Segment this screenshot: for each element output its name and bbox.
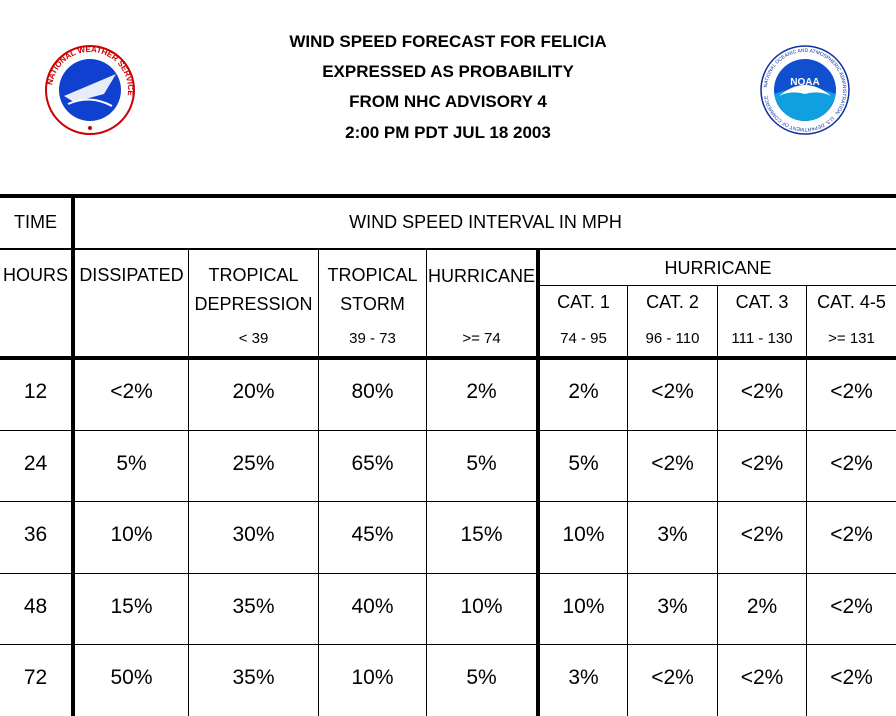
- header-ts-line1: TROPICAL: [327, 265, 418, 285]
- header-cat3: CAT. 3: [735, 292, 789, 312]
- col-divider-cat2: [717, 286, 718, 716]
- header-interval: WIND SPEED INTERVAL IN MPH: [349, 212, 622, 232]
- noaa-logo-text: [759, 44, 851, 136]
- svg-text:NATIONAL WEATHER SERVICE: [45, 45, 135, 97]
- header-cat45: CAT. 4-5: [817, 292, 886, 312]
- cell-tropical-depression: 35%: [232, 595, 275, 618]
- cell-cat3: <2%: [740, 523, 784, 546]
- noaa-logo-label: NOAA: [790, 77, 820, 88]
- cell-cat2: <2%: [651, 380, 694, 403]
- svg-text:NATIONAL OCEANIC AND ATMOSPHER: [763, 48, 847, 132]
- header-cat45-range: >= 131: [828, 330, 875, 347]
- cell-cat45: <2%: [830, 666, 873, 689]
- row-divider-3: [0, 573, 896, 574]
- cell-cat2: 3%: [657, 523, 688, 546]
- header-hurricane: HURRICANE: [427, 266, 535, 286]
- header-cat2: CAT. 2: [646, 292, 699, 312]
- cell-cat45: <2%: [830, 523, 873, 546]
- cell-cat1: 10%: [562, 595, 605, 618]
- header-td-line1: TROPICAL: [208, 265, 299, 285]
- cell-cat1: 10%: [562, 523, 605, 546]
- cell-tropical-storm: 80%: [351, 380, 394, 403]
- cell-hours: 24: [23, 452, 48, 475]
- cell-hurricane: 2%: [466, 380, 497, 403]
- cell-tropical-storm: 45%: [351, 523, 394, 546]
- cell-tropical-depression: 25%: [232, 452, 275, 475]
- cell-hours: 12: [23, 380, 48, 403]
- cell-cat45: <2%: [830, 595, 873, 618]
- cell-hurricane: 5%: [466, 666, 497, 689]
- cell-cat1: 3%: [568, 666, 599, 689]
- cell-tropical-depression: 20%: [232, 380, 275, 403]
- title-line-2: EXPRESSED AS PROBABILITY: [322, 62, 574, 81]
- col-divider-cat3: [806, 286, 807, 716]
- cell-hurricane: 15%: [460, 523, 503, 546]
- cell-dissipated: <2%: [110, 380, 153, 403]
- table-top-border: [0, 194, 896, 198]
- header-cat3-range: 111 - 130: [731, 330, 793, 347]
- header-td-line2: DEPRESSION: [194, 294, 313, 314]
- title-line-1: WIND SPEED FORECAST FOR FELICIA: [289, 32, 607, 51]
- header-time: TIME: [14, 212, 57, 232]
- header-ts-range: 39 - 73: [349, 330, 396, 347]
- cell-cat2: <2%: [651, 452, 694, 475]
- cell-hurricane: 10%: [460, 595, 503, 618]
- cell-tropical-storm: 40%: [351, 595, 394, 618]
- header-hurricane-range: >= 74: [462, 330, 501, 347]
- cell-cat45: <2%: [830, 452, 873, 475]
- header-ts-line2: STORM: [340, 294, 405, 314]
- header-bottom-border: [0, 356, 896, 360]
- title-line-4: 2:00 PM PDT JUL 18 2003: [345, 123, 551, 142]
- cell-tropical-depression: 35%: [232, 666, 275, 689]
- cell-hurricane: 5%: [466, 452, 497, 475]
- nws-logo-ring-text: NATIONAL WEATHER SERVICE: [45, 44, 136, 97]
- cell-hours: 72: [23, 666, 48, 689]
- cell-dissipated: 10%: [110, 523, 153, 546]
- cell-dissipated: 50%: [110, 666, 153, 689]
- title-line-3: FROM NHC ADVISORY 4: [349, 92, 547, 111]
- cell-hours: 36: [23, 523, 48, 546]
- cell-cat3: <2%: [740, 452, 784, 475]
- cell-dissipated: 15%: [110, 595, 153, 618]
- cell-tropical-storm: 65%: [351, 452, 394, 475]
- cell-cat2: <2%: [651, 666, 694, 689]
- nws-logo-text: [44, 44, 136, 136]
- header-cat1: CAT. 1: [557, 292, 610, 312]
- cell-hours: 48: [23, 595, 48, 618]
- cell-tropical-storm: 10%: [351, 666, 394, 689]
- header-divider: [0, 248, 896, 250]
- col-divider-dissipated: [188, 249, 189, 716]
- header-hurricane-group: HURRICANE: [664, 258, 772, 278]
- noaa-logo-ring-text: NATIONAL OCEANIC AND ATMOSPHERIC ADMINISTRATION · U.S. DEPARTMENT OF COMMERCE: [763, 47, 848, 133]
- cell-cat1: 5%: [568, 452, 599, 475]
- cell-cat1: 2%: [568, 380, 599, 403]
- cell-cat45: <2%: [830, 380, 873, 403]
- header-cat1-range: 74 - 95: [560, 330, 607, 347]
- header-td-range: < 39: [238, 330, 269, 347]
- cell-cat3: <2%: [740, 380, 784, 403]
- cell-cat2: 3%: [657, 595, 688, 618]
- header-dissipated: DISSIPATED: [79, 265, 184, 285]
- cell-dissipated: 5%: [116, 452, 147, 475]
- col-divider-ts: [426, 249, 427, 716]
- row-divider-1: [0, 430, 896, 431]
- col-divider-hurricane: [536, 249, 540, 716]
- cell-cat3: 2%: [746, 595, 778, 618]
- col-divider-td: [318, 249, 319, 716]
- cell-tropical-depression: 30%: [232, 523, 275, 546]
- cell-cat3: <2%: [740, 666, 784, 689]
- header-hours: HOURS: [2, 265, 68, 285]
- row-divider-2: [0, 501, 896, 502]
- header-cat2-range: 96 - 110: [645, 330, 700, 347]
- row-divider-4: [0, 644, 896, 645]
- col-divider-cat1: [627, 286, 628, 716]
